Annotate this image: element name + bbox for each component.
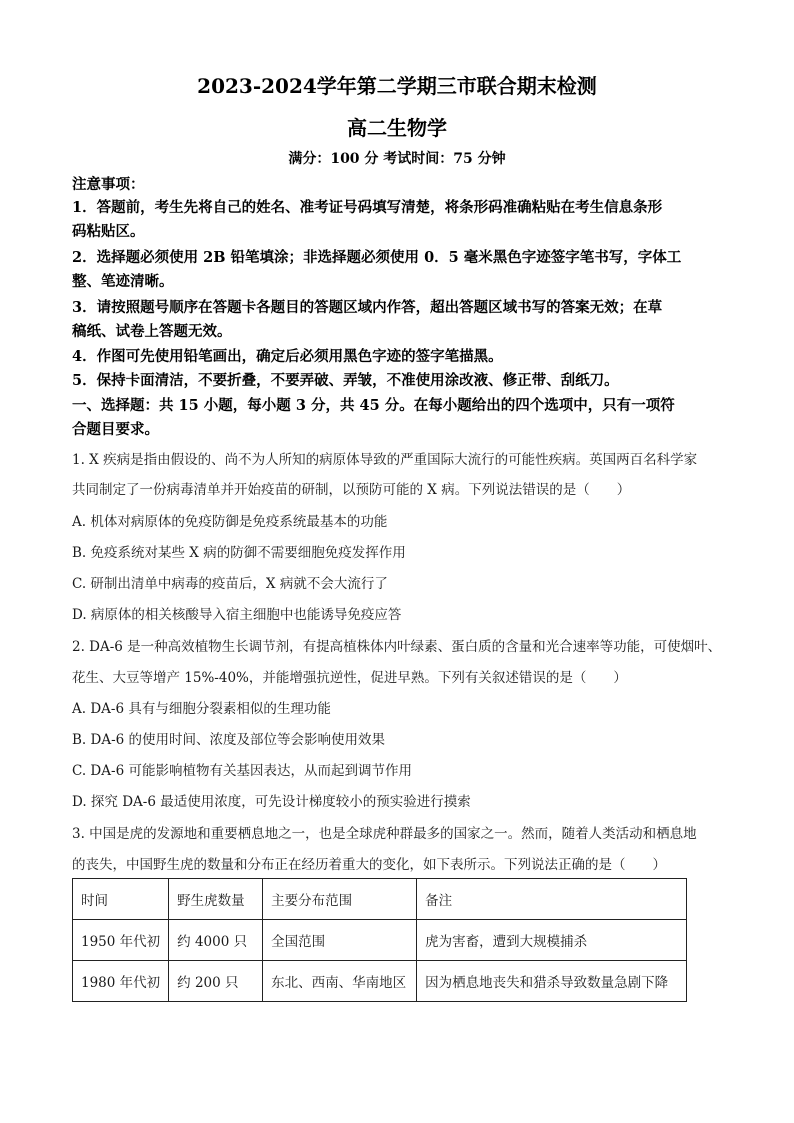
exam-title: 2023-2024学年第二学期三市联合期末检测 — [197, 74, 597, 98]
note-line: 4．作图可先使用铅笔画出，确定后必须用黑色字迹的签字笔描黑。 — [72, 348, 503, 365]
notes-heading: 注意事项： — [72, 176, 145, 193]
section-heading: 合题目要求。 — [72, 421, 159, 438]
option-line: A. DA-6 具有与细胞分裂素相似的生理功能 — [72, 701, 331, 717]
option-line: C. 研制出清单中病毒的疫苗后，X 病就不会大流行了 — [72, 576, 388, 592]
option-line: D. 探究 DA-6 最适使用浓度，可先设计梯度较小的预实验进行摸索 — [72, 794, 471, 810]
option-line: A. 机体对病原体的免疫防御是免疫系统最基本的功能 — [72, 514, 388, 530]
table-cell: 东北、西南、华南地区 — [263, 961, 417, 1002]
question-line: 花生、大豆等增产 15%-40%，并能增强抗逆性，促进早熟。下列有关叙述错误的是（ ） — [72, 670, 627, 686]
subject-title: 高二生物学 — [347, 116, 447, 140]
option-line: B. 免疫系统对某些 X 病的防御不需要细胞免疫发挥作用 — [72, 545, 406, 561]
table-cell: 约 200 只 — [169, 961, 263, 1002]
table-cell: 因为栖息地丧失和猎杀导致数量急剧下降 — [417, 961, 687, 1002]
note-line: 码粘贴区。 — [72, 223, 145, 240]
table-cell: 1980 年代初 — [73, 961, 169, 1002]
table-cell: 虎为害畜，遭到大规模捕杀 — [417, 920, 687, 961]
table-header-cell: 主要分布范围 — [263, 879, 417, 920]
option-line: D. 病原体的相关核酸导入宿主细胞中也能诱导免疫应答 — [72, 607, 402, 623]
question-line: 1. X 疾病是指由假设的、尚不为人所知的病原体导致的严重国际大流行的可能性疾病。英国两百名科学家 — [72, 452, 698, 468]
note-line: 1．答题前，考生先将自己的姓名、准考证号码填写清楚，将条形码准确粘贴在考生信息条形 — [72, 199, 663, 216]
note-line: 2．选择题必须使用 2B 铅笔填涂；非选择题必须使用 0．5 毫米黑色字迹签字笔书写，字体工 — [72, 249, 682, 266]
table-row — [73, 961, 687, 1002]
table-cell: 约 4000 只 — [169, 920, 263, 961]
question-line: 的丧失，中国野生虎的数量和分布正在经历着重大的变化，如下表所示。下列说法正确的是（ ） — [72, 857, 666, 873]
table-header-cell: 备注 — [417, 879, 687, 920]
option-line: C. DA-6 可能影响植物有关基因表达，从而起到调节作用 — [72, 763, 412, 779]
question-line: 3. 中国是虎的发源地和重要栖息地之一，也是全球虎种群最多的国家之一。然而，随着人类活动和栖息地 — [72, 826, 697, 842]
section-heading: 一、选择题：共 15 小题，每小题 3 分，共 45 分。在每小题给出的四个选项中，只有一项符 — [72, 397, 675, 414]
option-line: B. DA-6 的使用时间、浓度及部位等会影响使用效果 — [72, 732, 386, 748]
exam-info: 满分：100 分 考试时间：75 分钟 — [288, 151, 506, 167]
question-line: 2. DA-6 是一种高效植物生长调节剂，有提高植株体内叶绿素、蛋白质的含量和光合速率等功能，可使烟叶、 — [72, 639, 722, 655]
tiger-population-table — [72, 878, 687, 1002]
table-cell: 1950 年代初 — [73, 920, 169, 961]
table-cell: 全国范围 — [263, 920, 417, 961]
note-line: 整、笔迹清晰。 — [72, 273, 174, 290]
note-line: 5．保持卡面清洁，不要折叠，不要弄破、弄皱，不准使用涂改液、修正带、刮纸刀。 — [72, 372, 619, 389]
question-line: 共同制定了一份病毒清单并开始疫苗的研制，以预防可能的 X 病。下列说法错误的是（ ） — [72, 482, 631, 498]
note-line: 稿纸、试卷上答题无效。 — [72, 323, 232, 340]
table-header-cell: 野生虎数量 — [169, 879, 263, 920]
table-header-row — [73, 879, 687, 920]
table-row — [73, 920, 687, 961]
table-header-cell: 时间 — [73, 879, 169, 920]
note-line: 3．请按照题号顺序在答题卡各题目的答题区域内作答，超出答题区域书写的答案无效；在草 — [72, 299, 663, 316]
